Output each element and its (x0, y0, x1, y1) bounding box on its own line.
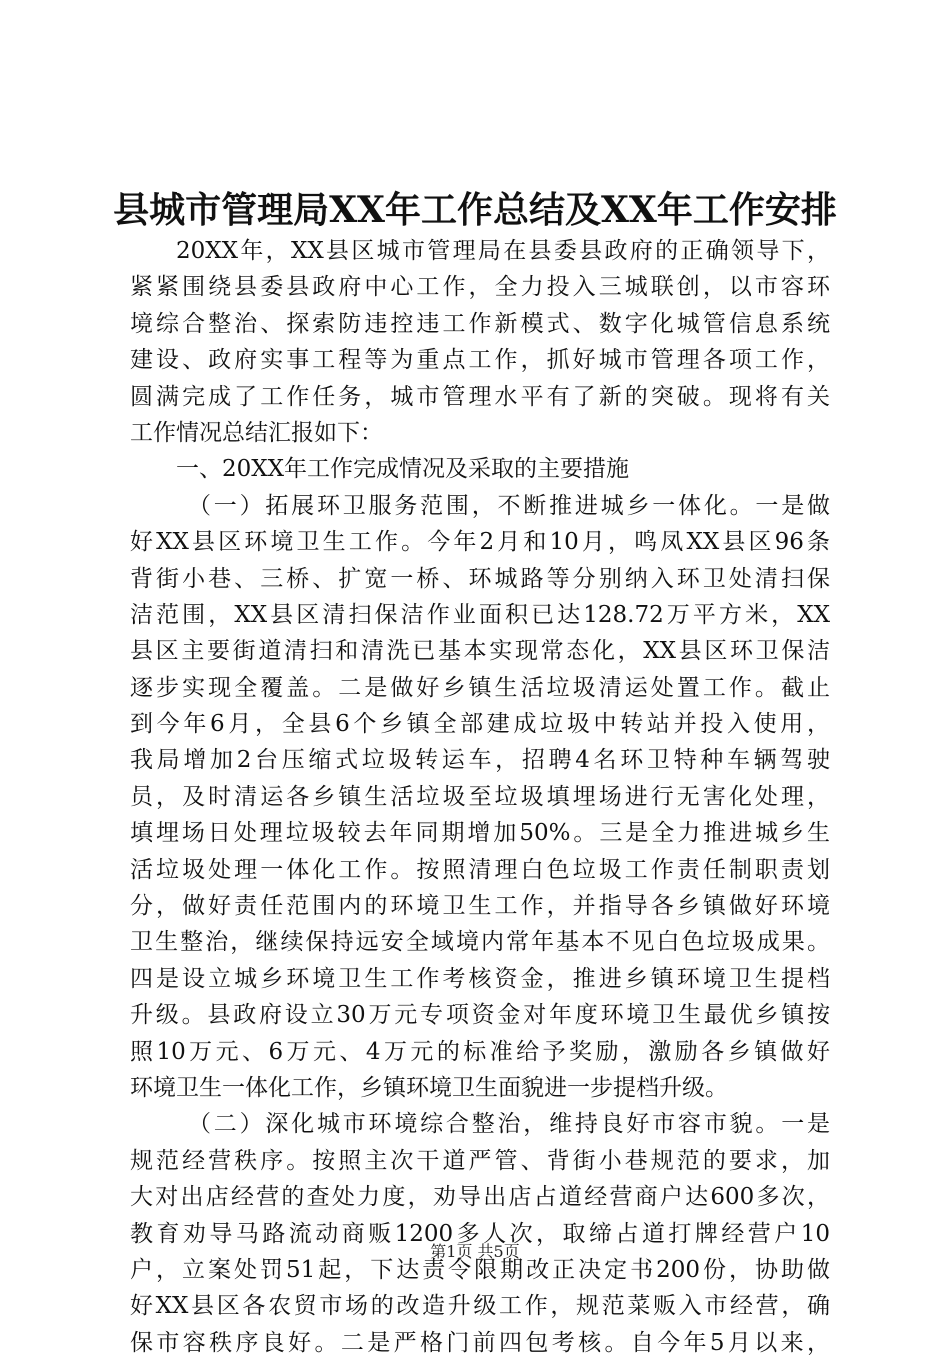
document-body (130, 233, 830, 1361)
paragraph-line: 我局增加2台压缩式垃圾转运车，招聘4名环卫特种车辆驾驶 (130, 747, 830, 774)
paragraph-line: 教育劝导马路流动商贩1200多人次，取缔占道打牌经营户10 (130, 1220, 830, 1247)
paragraph-line: 分，做好责任范围内的环境卫生工作，并指导各乡镇做好环境 (130, 893, 830, 920)
paragraph-line: 照10万元、6万元、4万元的标准给予奖励，激励各乡镇做好 (130, 1038, 830, 1065)
paragraph-line: 员，及时清运各乡镇生活垃圾至垃圾填埋场进行无害化处理， (130, 783, 830, 810)
paragraph-line: 逐步实现全覆盖。二是做好乡镇生活垃圾清运处置工作。截止 (130, 674, 830, 701)
paragraph-line: 紧紧围绕县委县政府中心工作，全力投入三城联创，以市容环 (130, 274, 830, 301)
paragraph-line: 四是设立城乡环境卫生工作考核资金，推进乡镇环境卫生提档 (130, 965, 830, 992)
paragraph-line: 县区主要街道清扫和清洗已基本实现常态化，XX县区环卫保洁 (130, 638, 830, 665)
paragraph-line: 户，立案处罚51起，下达责令限期改正决定书200份，协助做 (130, 1256, 830, 1283)
paragraph-line: 工作情况总结汇报如下： (130, 419, 383, 446)
paragraph-line: 好XX县区环境卫生工作。今年2月和10月，鸣凤XX县区96条 (130, 529, 830, 556)
paragraph-line: 背街小巷、三桥、扩宽一桥、环城路等分别纳入环卫处清扫保 (130, 565, 830, 592)
paragraph-line: （二）深化城市环境综合整治，维持良好市容市貌。一是 (188, 1111, 830, 1138)
paragraph-line: 填埋场日处理垃圾较去年同期增加50%。三是全力推进城乡生 (130, 820, 830, 847)
paragraph-line: 建设、政府实事工程等为重点工作，抓好城市管理各项工作， (130, 347, 830, 374)
paragraph-line: 规范经营秩序。按照主次干道严管、背街小巷规范的要求，加 (130, 1147, 830, 1174)
paragraph-line: 好XX县区各农贸市场的改造升级工作，规范菜贩入市经营，确 (130, 1293, 830, 1320)
paragraph-line: 升级。县政府设立30万元专项资金对年度环境卫生最优乡镇按 (130, 1002, 830, 1029)
paragraph-line: 环境卫生一体化工作，乡镇环境卫生面貌进一步提档升级。 (130, 1074, 728, 1101)
document-title: 县城市管理局XX年工作总结及XX年工作安排 (113, 189, 837, 231)
section-heading: 一、20XX年工作完成情况及采取的主要措施 (176, 456, 630, 483)
paragraph-line: （一）拓展环卫服务范围，不断推进城乡一体化。一是做 (188, 492, 830, 519)
paragraph-line: 境综合整治、探索防违控违工作新模式、数字化城管信息系统 (130, 310, 830, 337)
paragraph-line: 保市容秩序良好。二是严格门前四包考核。自今年5月以来， (130, 1329, 830, 1356)
paragraph-line: 20XX年，XX县区城市管理局在县委县政府的正确领导下， (176, 238, 830, 264)
paragraph-line: 活垃圾处理一体化工作。按照清理白色垃圾工作责任制职责划 (130, 856, 830, 883)
page-number-footer: 第1页 共5页 (430, 1242, 520, 1261)
paragraph-line: 卫生整治，继续保持远安全域境内常年基本不见白色垃圾成果。 (130, 929, 830, 956)
paragraph-line: 大对出店经营的查处力度，劝导出店占道经营商户达600多次， (130, 1184, 830, 1211)
paragraph-line: 圆满完成了工作任务，城市管理水平有了新的突破。现将有关 (130, 383, 830, 410)
paragraph-line: 洁范围，XX县区清扫保洁作业面积已达128.72万平方米，XX (130, 601, 830, 628)
paragraph-line: 到今年6月，全县6个乡镇全部建成垃圾中转站并投入使用， (130, 711, 830, 738)
